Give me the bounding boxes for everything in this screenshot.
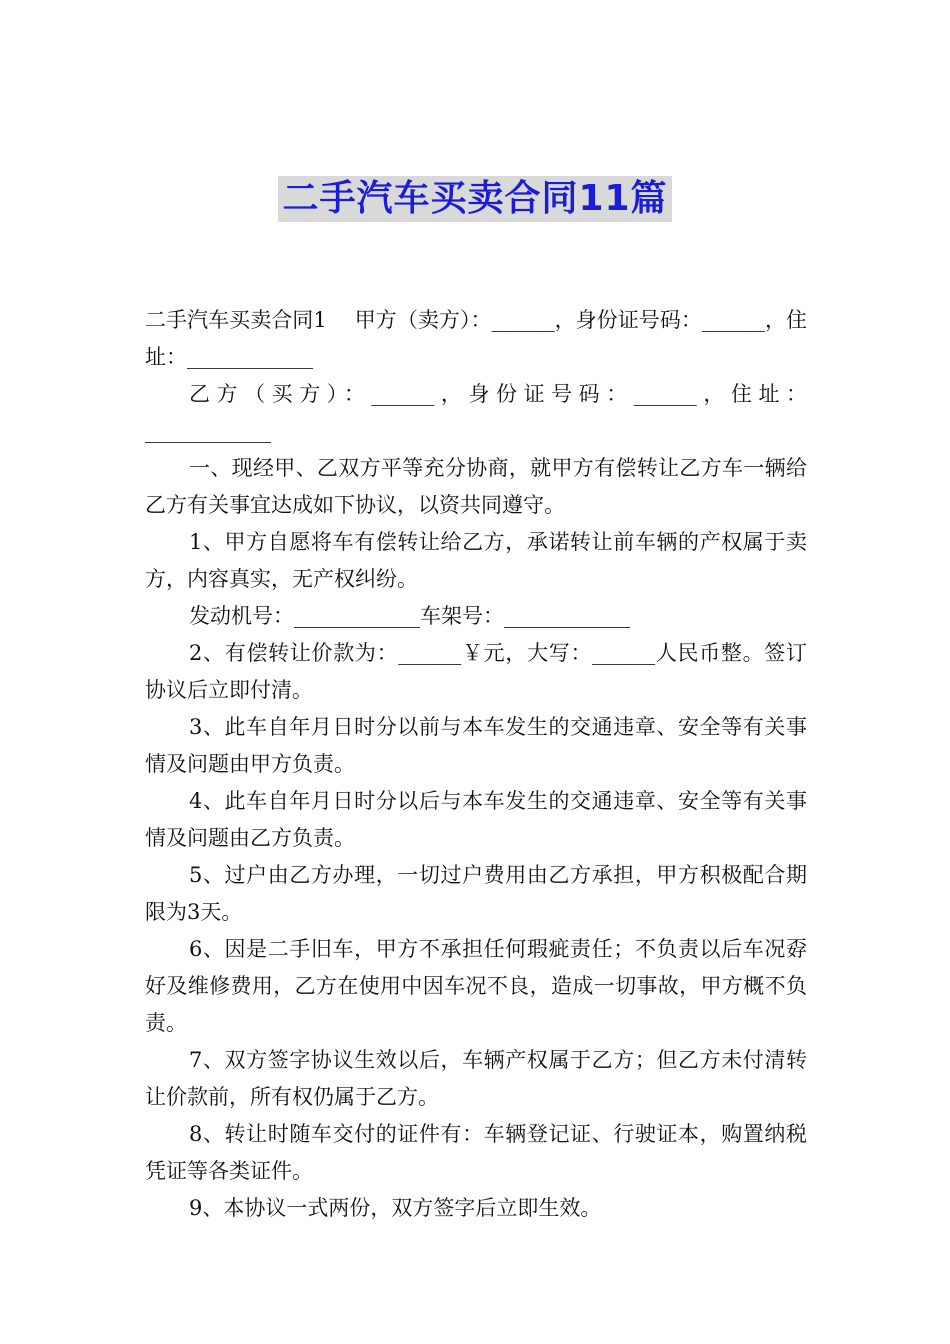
clause-paragraph: 6、因是二手旧车，甲方不承担任何瑕疵责任；不负责以后车况孬好及维修费用，乙方在使用中因车况不良，造成一切事故，甲方概不负责。 xyxy=(145,937,807,1035)
party-a-line: 甲方（卖方）：______，身份证号码：______，住址：____________ xyxy=(145,308,807,369)
party-b-paragraph: 乙方（买方）：______，身份证号码：______，住址：____________ xyxy=(145,382,807,443)
clause-paragraph: 3、此车自年月日时分以前与本车发生的交通违章、安全等有关事情及问题由甲方负责。 xyxy=(145,715,807,776)
vehicle-id-paragraph: 发动机号：____________车架号：____________ xyxy=(189,604,630,628)
clause-paragraph: 8、转让时随车交付的证件有：车辆登记证、行驶证本，购置纳税凭证等各类证件。 xyxy=(145,1122,807,1183)
document-title: 二手汽车买卖合同11篇 xyxy=(278,176,671,222)
clause-paragraph: 2、有偿转让价款为：______￥元，大写：______人民币整。签订协议后立即付清。 xyxy=(145,641,807,702)
clause-paragraph: 一、现经甲、乙双方平等充分协商，就甲方有偿转让乙方车一辆给乙方有关事宜达成如下协议，以资共同遵守。 xyxy=(145,456,807,517)
clause-paragraph: 4、此车自年月日时分以后与本车发生的交通违章、安全等有关事情及问题由乙方负责。 xyxy=(145,789,807,850)
clause-paragraph: 7、双方签字协议生效以后，车辆产权属于乙方；但乙方未付清转让价款前，所有权仍属于乙方。 xyxy=(145,1048,807,1109)
clause-paragraph: 9、本协议一式两份，双方签字后立即生效。 xyxy=(189,1196,602,1220)
party-a-paragraph xyxy=(145,302,807,376)
document-body xyxy=(145,302,807,1227)
contract-heading: 二手汽车买卖合同1 xyxy=(145,308,327,332)
clause-paragraph: 5、过户由乙方办理，一切过户费用由乙方承担，甲方积极配合期限为3天。 xyxy=(145,863,807,924)
title-container xyxy=(0,176,950,222)
clause-paragraph: 1、甲方自愿将车有偿转让给乙方，承诺转让前车辆的产权属于卖方，内容真实，无产权纠纷。 xyxy=(145,530,807,591)
